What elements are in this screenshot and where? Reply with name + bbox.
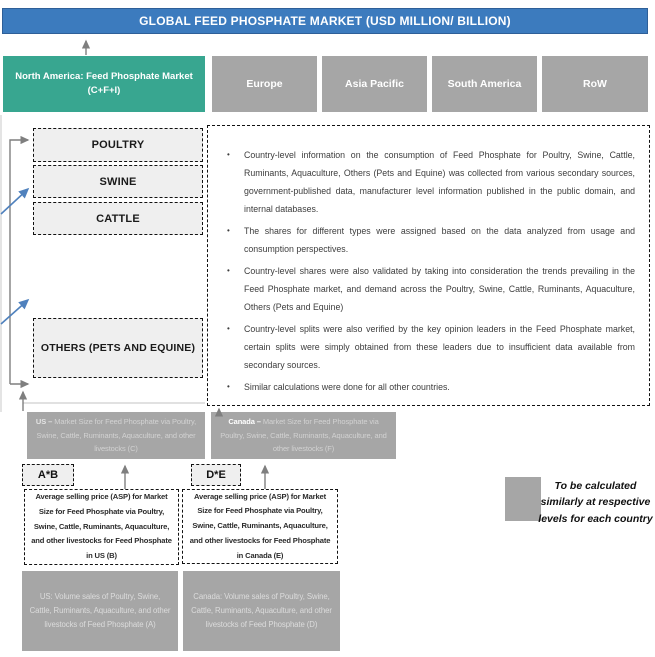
formula-box-ab: A*B (22, 464, 74, 486)
market-size-canada-text: Market Size for Feed Phosphate via Poultry, Swine, Cattle, Ruminants, Aquaculture, and other livestocks (F) (220, 417, 387, 454)
bullet-icon: • (227, 150, 230, 159)
region-box-south-america: South America (432, 56, 537, 112)
methodology-bullet: • Country-level splits were also verified by the key opinion leaders in the Feed Phosphate market, certain splits were simply obtained from these leaders due to insufficient data available from secondary sources. (220, 320, 635, 374)
arrow-blue-to-swine (1, 189, 28, 214)
livestock-box-others: OTHERS (PETS AND EQUINE) (33, 318, 203, 378)
arrow-spine-to-poultry (10, 140, 28, 384)
methodology-panel (207, 125, 650, 406)
bullet-icon: • (227, 266, 230, 276)
bullet-icon: • (227, 382, 230, 392)
methodology-bullet: • The shares for different types were assigned based on the data analyzed from usage and consumption perspectives. (220, 222, 635, 258)
methodology-bullet: • Country-level information on the consumption of Feed Phosphate for Poultry, Swine, Cattle, Ruminants, Aquaculture, Others (Pets and Equine) was collected from various secondary sources, government-published data, manufacturer level information published in the public domain, and internal databases. (220, 146, 635, 218)
region-label-line2: (C+F+I) (87, 85, 121, 96)
livestock-box-poultry: POULTRY (33, 128, 203, 162)
bullet-icon: • (227, 226, 230, 236)
arrow-blue-to-cattle (1, 300, 28, 324)
methodology-bullet: • Similar calculations were done for all other countries. (220, 378, 635, 396)
volume-box-us: US: Volume sales of Poultry, Swine, Cattle, Ruminants, Aquaculture, and other livestocks of Feed Phosphate (A) (22, 571, 178, 651)
region-label-line1: North America: Feed Phosphate Market (15, 70, 193, 82)
asp-box-us: Average selling price (ASP) for Market Size for Feed Phosphate via Poultry, Swine, Cattle, Ruminants, Aquaculture, and other livestocks for Feed Phosphate in US (B) (24, 489, 179, 565)
market-size-box-us (27, 412, 205, 459)
region-box-asia-pacific: Asia Pacific (322, 56, 427, 112)
livestock-box-swine: SWINE (33, 165, 203, 198)
formula-box-de: D*E (191, 464, 241, 486)
market-size-us-lead: US – (35, 417, 55, 427)
volume-box-canada: Canada: Volume sales of Poultry, Swine, Cattle, Ruminants, Aquaculture, and other livestocks of Feed Phosphate (D) (183, 571, 340, 651)
bullet-icon: • (227, 324, 230, 334)
asp-box-canada: Average selling price (ASP) for Market Size for Feed Phosphate via Poultry, Swine, Cattle, Ruminants, Aquaculture, and other livestocks for Feed Phosphate in Canada (E) (182, 489, 338, 564)
region-box-europe: Europe (212, 56, 317, 112)
methodology-bullet: • Country-level shares were also validated by taking into consideration the trends prevailing in the Feed Phosphate market, and demand across the Poultry, Swine, Cattle, Ruminants, Aquaculture, Others (Pets and Equine) (220, 262, 635, 316)
market-size-us-text: Market Size for Feed Phosphate via Poultry, Swine, Cattle, Ruminants, Aquaculture, and other livestocks (C) (36, 417, 197, 454)
livestock-box-cattle: CATTLE (33, 202, 203, 235)
page-title: GLOBAL FEED PHOSPHATE MARKET (USD MILLION/ BILLION) (2, 8, 648, 34)
region-box-row: RoW (542, 56, 648, 112)
legend-note: To be calculated similarly at respective levels for each country (538, 480, 653, 525)
legend-swatch (505, 477, 541, 521)
region-box-north-america (3, 56, 205, 112)
market-size-canada-lead: Canada – (228, 417, 263, 427)
market-size-box-canada (211, 412, 396, 459)
